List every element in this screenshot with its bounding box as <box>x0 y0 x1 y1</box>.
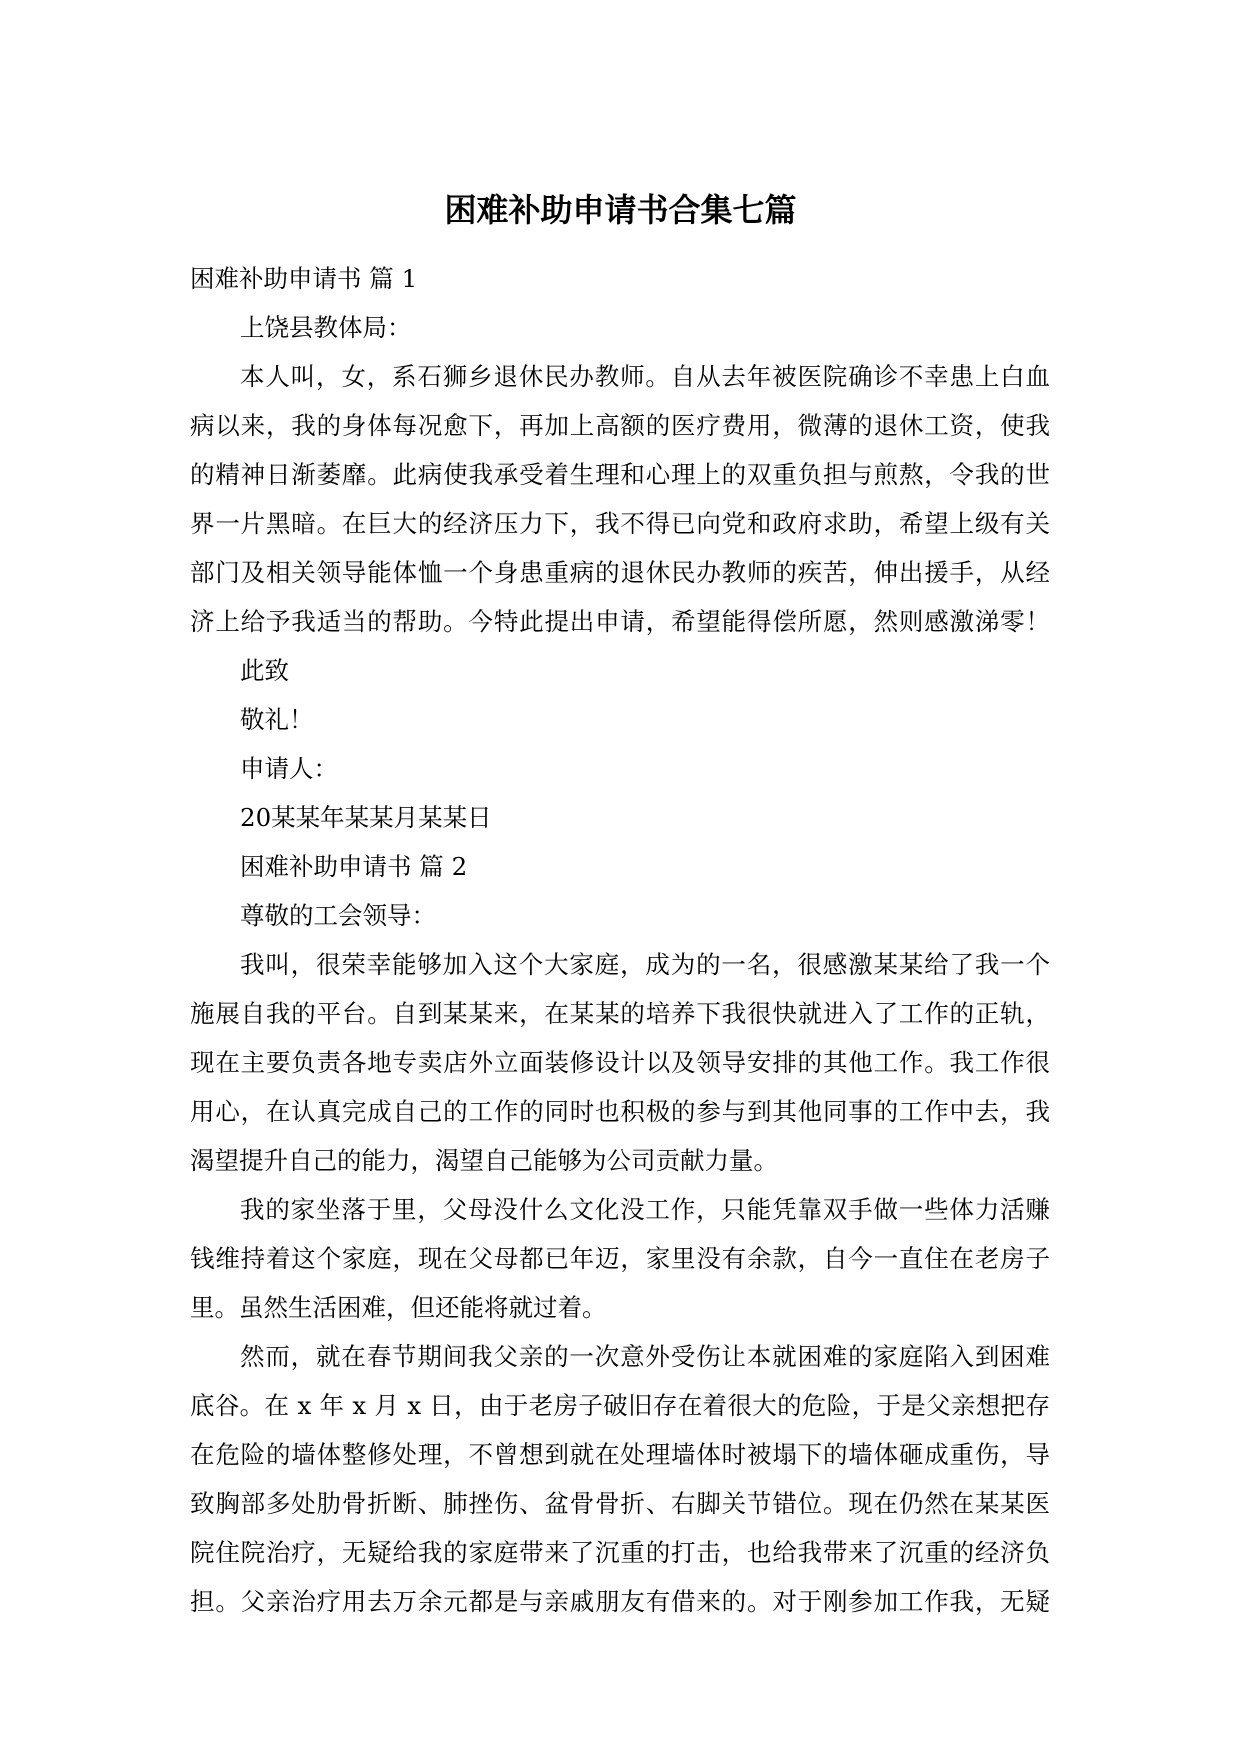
text-line: 我叫，很荣幸能够加入这个大家庭，成为的一名，很感激某某给了我一个 <box>240 950 1050 979</box>
paragraph-2-2 <box>190 1185 1050 1332</box>
paragraph-2-1 <box>190 940 1050 1185</box>
section-heading-2: 困难补助申请书 篇 2 <box>240 852 468 881</box>
text-line: 我的家坐落于里，父母没什么文化没工作，只能凭靠双手做一些体力活赚 <box>240 1195 1050 1224</box>
text-line: 院住院治疗，无疑给我的家庭带来了沉重的打击，也给我带来了沉重的经济负 <box>190 1538 1050 1567</box>
document-title: 困难补助申请书合集七篇 <box>444 191 797 229</box>
text-line: 底谷。在 x 年 x 月 x 日，由于老房子破旧存在着很大的危险，于是父亲想把存 <box>190 1391 1050 1420</box>
text-line: 济上给予我适当的帮助。今特此提出申请，希望能得偿所愿，然则感激涕零！ <box>190 607 1050 636</box>
paragraph-1-1 <box>190 352 1050 646</box>
salutation-2: 尊敬的工会领导： <box>240 901 436 930</box>
text-line: 本人叫，女，系石狮乡退休民办教师。自从去年被医院确诊不幸患上白血 <box>240 362 1050 391</box>
text-line: 现在主要负责各地专卖店外立面装修设计以及领导安排的其他工作。我工作很 <box>190 1048 1050 1077</box>
date-line: 20某某年某某月某某日 <box>240 803 492 832</box>
text-line: 病以来，我的身体每况愈下，再加上高额的医疗费用，微薄的退休工资，使我 <box>190 411 1050 440</box>
text-line: 用心，在认真完成自己的工作的同时也积极的参与到其他同事的工作中去，我 <box>190 1097 1050 1126</box>
text-line: 担。父亲治疗用去万余元都是与亲戚朋友有借来的。对于刚参加工作我，无疑 <box>190 1587 1050 1616</box>
text-line: 的精神日渐萎靡。此病使我承受着生理和心理上的双重负担与煎熬，令我的世 <box>190 460 1050 489</box>
text-line: 然而，就在春节期间我父亲的一次意外受伤让本就困难的家庭陷入到困难 <box>240 1342 1050 1371</box>
closing-1: 此致 <box>240 656 289 685</box>
text-line: 施展自我的平台。自到某某来，在某某的培养下我很快就进入了工作的正轨， <box>190 999 1050 1028</box>
text-line: 界一片黑暗。在巨大的经济压力下，我不得已向党和政府求助，希望上级有关 <box>190 509 1050 538</box>
text-line: 部门及相关领导能体恤一个身患重病的退休民办教师的疾苦，伸出援手，从经 <box>190 558 1050 587</box>
text-line: 钱维持着这个家庭，现在父母都已年迈，家里没有余款，自今一直住在老房子 <box>190 1244 1050 1273</box>
text-line: 里。虽然生活困难，但还能将就过着。 <box>190 1293 607 1322</box>
text-line: 渴望提升自己的能力，渴望自己能够为公司贡献力量。 <box>190 1146 778 1175</box>
section-heading-1: 困难补助申请书 篇 1 <box>190 264 418 293</box>
applicant-label: 申请人： <box>240 754 338 783</box>
paragraph-2-3 <box>190 1332 1050 1626</box>
salutation-1: 上饶县教体局： <box>240 313 412 342</box>
closing-2: 敬礼！ <box>240 705 314 734</box>
text-line: 在危险的墙体整修处理，不曾想到就在处理墙体时被塌下的墙体砸成重伤，导 <box>190 1440 1050 1469</box>
document-body <box>190 254 1050 1626</box>
text-line: 致胸部多处肋骨折断、肺挫伤、盆骨骨折、右脚关节错位。现在仍然在某某医 <box>190 1489 1050 1518</box>
